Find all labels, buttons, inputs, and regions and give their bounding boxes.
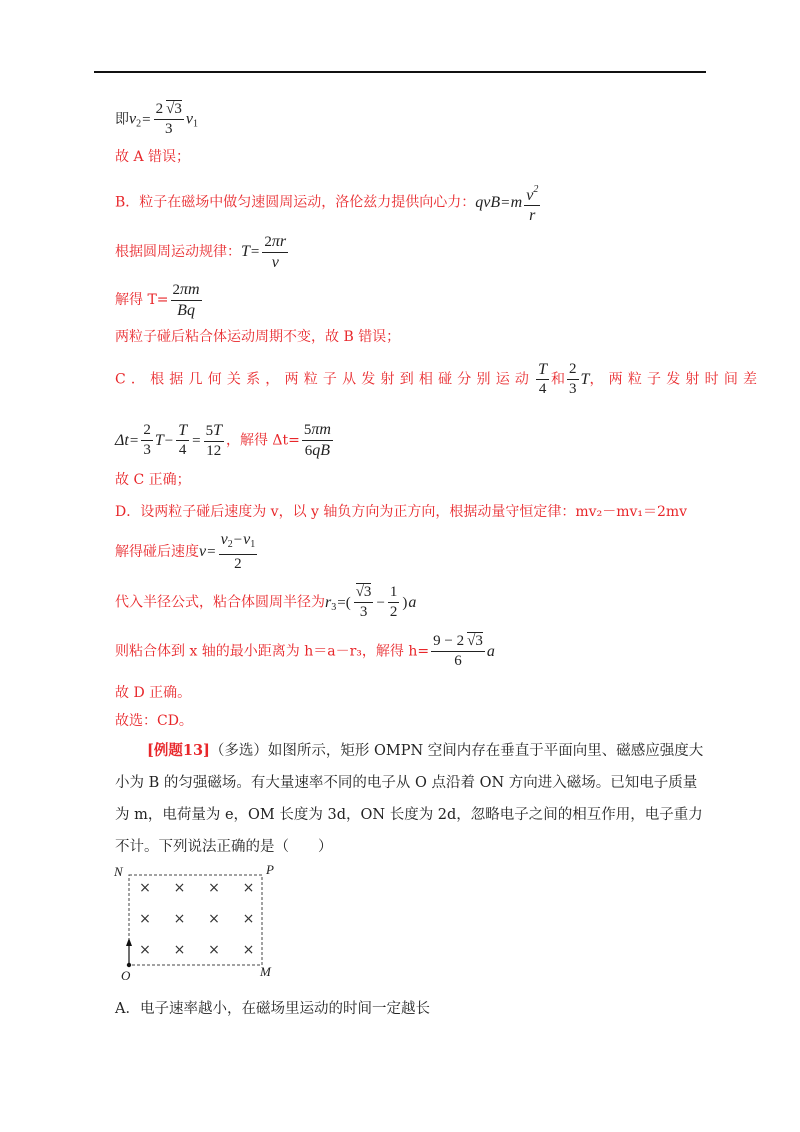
explanation-b: B．粒子在磁场中做匀速圆周运动，洛伦兹力提供向心力：qvB=m $\frac{v^2}{r}$ (115, 180, 542, 225)
period-result: 解得 T= $\frac{2\pi m}{Bq}$ (115, 281, 200, 319)
field-x-mark: × (139, 911, 151, 927)
field-x-mark: × (242, 911, 255, 927)
period-formula: 根据圆周运动规律：T= $\frac{2\pi r}{v}$ (115, 233, 287, 271)
conclusion-b: 两粒子碰后粘合体运动周期不变，故 B 错误； (115, 329, 401, 345)
radius-formula: 代入半径公式，粘合体圆周半径为$r_3=$( $\frac{√3}{3}$ − $\frac{1}{2}$ )a (115, 584, 417, 620)
field-x-mark: × (173, 911, 186, 927)
final-answer: 故选：CD。 (115, 713, 193, 729)
field-x-mark: × (139, 880, 151, 896)
conclusion-c: 故 C 正确； (115, 472, 191, 488)
field-x-mark: × (242, 942, 255, 958)
conclusion-a: 故 A 错误； (115, 149, 191, 165)
label-o: O (121, 968, 131, 982)
field-x-mark: × (242, 880, 255, 896)
field-x-mark: × (139, 942, 151, 958)
label-p: P (266, 862, 274, 877)
field-marks (139, 880, 254, 958)
option-a: A．电子速率越小，在磁场里运动的时间一定越长 (115, 1001, 430, 1017)
explanation-d: D．设两粒子碰后速度为 v，以 y 轴负方向为正方向，根据动量守恒定律：mv₂－mv₁＝2mv (115, 504, 688, 520)
field-x-mark: × (208, 911, 220, 927)
explanation-c: C．根据几何关系，两粒子从发射到相碰分别运动 $\frac{T}{4}$ 和 $\frac{2}{3}$ T，两粒子发射时间差 (115, 361, 763, 397)
field-x-mark: × (173, 880, 186, 896)
min-distance: 则粘合体到 x 轴的最小距离为 h＝a－r₃，解得 h= $\frac{9 - 2 √3}{6}$ a (115, 633, 495, 669)
velocity-after: 解得碰后速度v= $\frac{v_2-v_1}{2}$ (115, 531, 256, 572)
origin-point (127, 963, 131, 967)
field-x-mark: × (208, 880, 220, 896)
field-x-mark: × (208, 942, 220, 958)
header-rule (94, 71, 706, 73)
field-x-mark: × (173, 942, 186, 958)
example-question: [例题13]（多选）如图所示，矩形 OMPN 空间内存在垂直于平面向里、磁感应强度大小为 B 的匀强磁场。有大量速率不同的电子从 O 点沿着 ON 方向进入磁场。已知电子质量为 m，电荷量为 e，OM 长度为 3d，ON 长度为 2d，忽略电子之间的相互作用，电子重力不计。下列说法正确的是（ ） (115, 742, 704, 855)
conclusion-d: 故 D 正确。 (115, 685, 192, 701)
velocity-arrowhead (126, 938, 132, 946)
time-difference: Δt= $\frac{2}{3}$ T− $\frac{T}{4}$ = $\frac{5T}{12}$ ，解得 Δt= $\frac{5\pi m}{6qB}$ (115, 421, 331, 459)
magnetic-field-figure (108, 860, 288, 982)
label-n: N (114, 864, 123, 879)
label-m: M (260, 964, 271, 979)
formula-v2: 即$v_2=$ $\frac{2 √3}{3}$ $v_1$ (115, 101, 198, 137)
